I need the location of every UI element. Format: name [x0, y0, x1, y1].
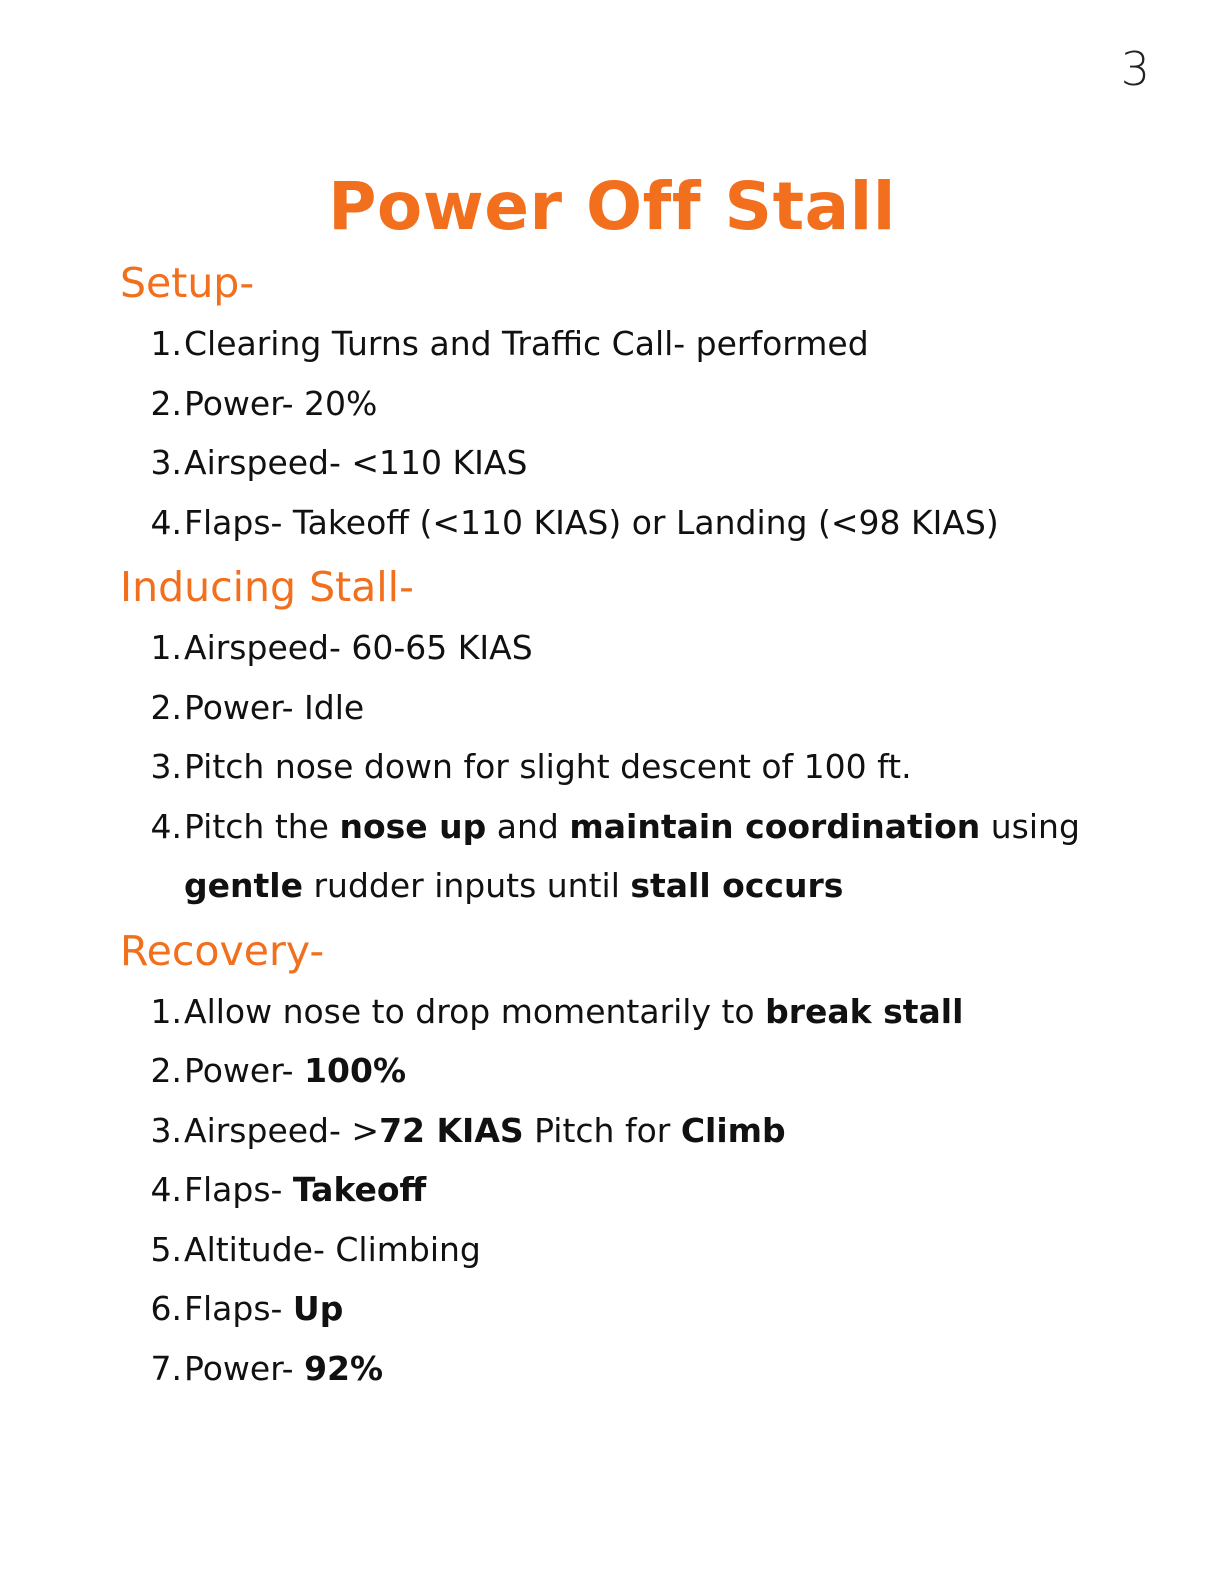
step-number: 4. — [150, 1170, 182, 1209]
step-text-run: Pitch for — [523, 1110, 681, 1150]
step-item — [120, 678, 1120, 738]
section-heading: Setup- — [120, 259, 255, 307]
step-text — [184, 1230, 481, 1269]
step-item — [120, 618, 1120, 678]
step-text — [184, 1111, 786, 1150]
step-text — [184, 1349, 383, 1388]
step-text-run: Power- Idle — [184, 687, 365, 727]
step-text — [184, 992, 963, 1031]
step-number: 4. — [150, 806, 182, 846]
step-text-run: Airspeed- 60-65 KIAS — [184, 628, 533, 667]
step-text-bold: maintain coordination — [569, 806, 981, 846]
step-number: 7. — [150, 1348, 182, 1388]
step-number: 4. — [150, 502, 182, 542]
step-list — [120, 314, 1120, 552]
step-text — [184, 384, 377, 423]
step-text-run: Flaps- — [184, 1289, 293, 1328]
step-text-bold: Up — [292, 1289, 344, 1328]
step-text — [184, 1051, 406, 1090]
step-text-run: and — [486, 806, 570, 846]
step-item — [120, 797, 1120, 916]
step-number: 2. — [150, 1051, 182, 1090]
section-heading: Inducing Stall- — [120, 563, 414, 611]
step-text — [184, 747, 912, 786]
step-text — [184, 807, 1080, 906]
step-item — [120, 1220, 1120, 1280]
step-text-bold: Climb — [680, 1110, 786, 1150]
step-text-run: Airspeed- > — [184, 1110, 380, 1150]
step-item — [120, 1339, 1120, 1399]
step-text-run: rudder inputs until — [302, 866, 631, 905]
step-text — [184, 324, 869, 363]
page-number: 3 — [1120, 42, 1150, 96]
step-list — [120, 982, 1120, 1399]
step-item — [120, 737, 1120, 797]
checklist-content — [120, 252, 1120, 1402]
step-text-run: Power- — [184, 1348, 305, 1388]
step-item — [120, 1279, 1120, 1339]
step-text-run: Pitch the — [184, 806, 340, 846]
step-text — [184, 1170, 426, 1209]
step-text-bold: break stall — [765, 991, 964, 1031]
step-text-run: Power- 20% — [184, 383, 378, 423]
page-title: Power Off Stall — [328, 168, 896, 246]
step-text-bold: 72 KIAS — [379, 1110, 524, 1150]
step-text-bold: Takeoff — [292, 1170, 427, 1209]
step-number: 1. — [150, 628, 182, 667]
step-text-bold: gentle — [184, 866, 303, 905]
step-item — [120, 982, 1120, 1042]
step-item — [120, 433, 1120, 493]
step-number: 5. — [150, 1229, 182, 1269]
section-heading: Recovery- — [120, 926, 325, 975]
step-number: 2. — [150, 687, 182, 727]
step-item — [120, 493, 1120, 553]
step-text-bold: nose up — [339, 806, 487, 846]
step-text — [184, 503, 999, 542]
step-number: 3. — [150, 443, 182, 482]
step-text — [184, 688, 364, 727]
step-number: 3. — [150, 747, 182, 786]
step-text-run: Airspeed- <110 KIAS — [184, 443, 528, 482]
step-text-run: Flaps- Takeoff (<110 KIAS) or Landing (<98 KIAS) — [184, 502, 999, 542]
step-text-run: Power- — [184, 1051, 305, 1090]
step-item — [120, 1041, 1120, 1101]
step-text-bold: stall occurs — [630, 866, 844, 905]
step-text — [184, 628, 533, 667]
step-number: 2. — [150, 383, 182, 423]
step-item — [120, 1160, 1120, 1220]
step-number: 1. — [150, 324, 182, 363]
step-item — [120, 374, 1120, 434]
step-number: 6. — [150, 1289, 182, 1328]
step-text-run: Clearing Turns and Traffic Call- performed — [184, 324, 869, 363]
step-number: 3. — [150, 1110, 182, 1150]
step-text-bold: 100% — [304, 1051, 407, 1090]
step-text — [184, 443, 527, 482]
step-number: 1. — [150, 991, 182, 1031]
step-text — [184, 1289, 343, 1328]
step-item — [120, 1101, 1120, 1161]
step-text-run: Flaps- — [184, 1170, 293, 1209]
step-text-run: using — [980, 806, 1080, 846]
step-list — [120, 618, 1120, 916]
step-text-run: Altitude- Climbing — [184, 1229, 481, 1269]
step-text-run: Allow nose to drop momentarily to — [184, 991, 766, 1031]
step-text-run: Pitch nose down for slight descent of 100 ft. — [184, 747, 912, 786]
step-item — [120, 314, 1120, 374]
step-text-bold: 92% — [304, 1348, 384, 1388]
